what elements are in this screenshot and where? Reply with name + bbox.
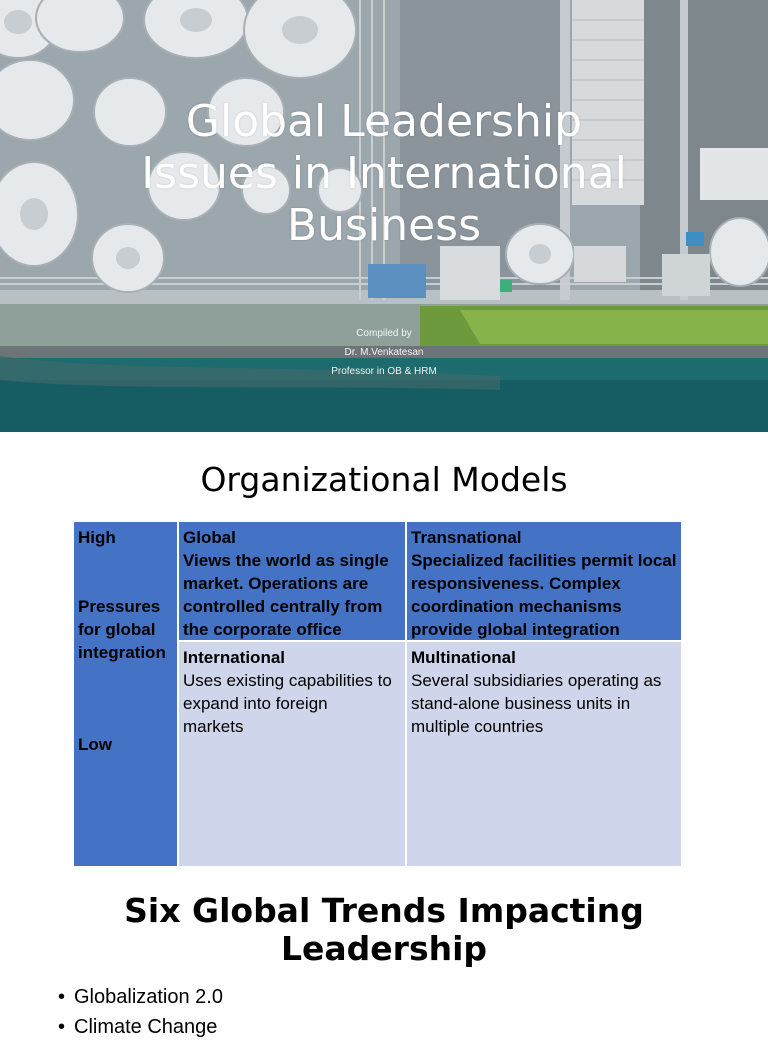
title-line: Issues in International (141, 148, 627, 199)
quadrant-text-line: stand-alone business units in (411, 694, 631, 713)
quadrant-text-line: coordination mechanisms (411, 597, 622, 616)
title-line: Business (286, 200, 482, 251)
bullet-icon: • (58, 1016, 66, 1038)
quadrant-transnational (407, 522, 681, 640)
author-credit (234, 324, 534, 381)
quadrant-name: International (183, 648, 286, 667)
title-slide (0, 0, 768, 432)
quadrant-text-line: the corporate office (183, 620, 342, 639)
integration-axis (74, 522, 177, 866)
credit-line: Dr. M.Venkatesan (344, 347, 424, 358)
trends-list (58, 982, 223, 1042)
quadrant-text-line: Several subsidiaries operating as (411, 671, 662, 690)
quadrant-text-line: expand into foreign (183, 694, 328, 713)
trends-title (60, 892, 708, 968)
list-item-text: Globalization 2.0 (74, 986, 223, 1008)
quadrant-global (179, 522, 405, 640)
axis-low-label: Low (78, 735, 112, 754)
presentation-title (90, 96, 678, 252)
axis-label-line: integration (78, 643, 166, 662)
quadrant-text-line: market. Operations are (183, 574, 369, 593)
credit-line: Compiled by (356, 328, 412, 339)
quadrant-name: Global (183, 528, 236, 547)
trends-title-line: Leadership (280, 929, 488, 968)
quadrant-international (179, 642, 405, 866)
quadrant-text-line: Uses existing capabilities to (183, 671, 392, 690)
axis-high-label: High (78, 528, 116, 547)
quadrant-text-line: provide global integration (411, 620, 620, 639)
trends-title-line: Six Global Trends Impacting (124, 891, 644, 930)
org-models-title: Organizational Models (200, 460, 568, 499)
quadrant-text-line: Views the world as single (183, 551, 389, 570)
axis-label-line: for global (78, 620, 156, 639)
quadrant-text-line: responsiveness. Complex (411, 574, 621, 593)
quadrant-text-line: markets (183, 717, 244, 736)
quadrant-multinational (407, 642, 681, 866)
quadrant-text-line: Specialized facilities permit local (411, 551, 677, 570)
title-line: Global Leadership (185, 96, 583, 147)
axis-label-line: Pressures (78, 597, 161, 616)
quadrant-text-line: multiple countries (411, 717, 544, 736)
bullet-icon: • (58, 986, 66, 1008)
list-item (58, 982, 223, 1012)
org-models-grid (74, 522, 681, 866)
quadrant-text-line: controlled centrally from (183, 597, 383, 616)
list-item (58, 1012, 223, 1042)
credit-line: Professor in OB & HRM (331, 366, 437, 377)
quadrant-name: Transnational (411, 528, 522, 547)
list-item-text: Climate Change (74, 1016, 218, 1038)
quadrant-name: Multinational (411, 648, 516, 667)
